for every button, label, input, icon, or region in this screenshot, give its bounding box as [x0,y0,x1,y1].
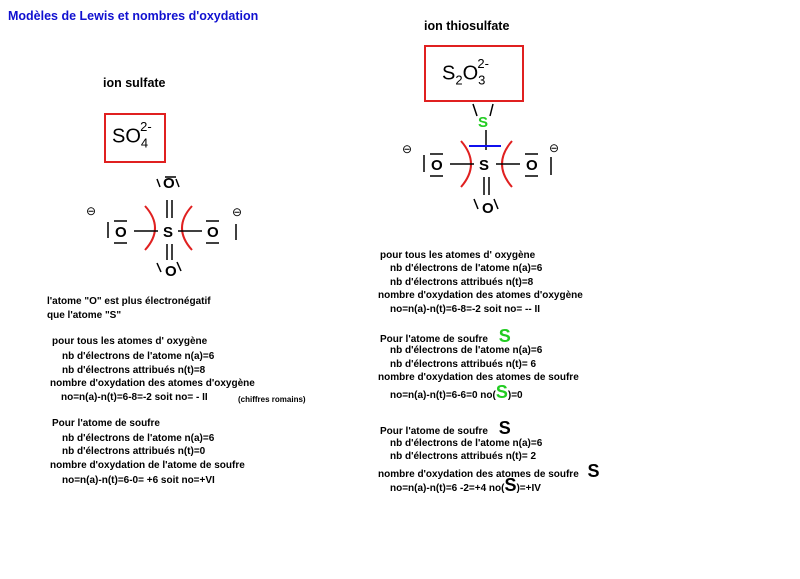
sulfate-note-line1: l'atome "O" est plus électronégatif [47,296,211,307]
thiosulfate-green-line4: nombre d'oxydation des atomes de soufre [378,372,579,383]
thiosulfate-oxygen-line5: no=n(a)-n(t)=6-8=-2 soit no= -- II [390,304,541,315]
thiosulfate-green-line5-b: )=0 [507,390,523,401]
thiosulfate-formula-s-sub: 2 [455,72,463,88]
thiosulfate-green-line1-text: Pour l'atome de soufre [380,334,488,345]
sulfate-arc-right [182,206,192,250]
thiosulfate-oxygen-line3: nb d'électrons attribués n(t)=8 [390,277,534,288]
thiosulfate-black-line5 [390,475,541,497]
sulfate-formula-main: SO [112,125,141,148]
thiosulfate-o-right: O [526,157,538,174]
thiosulfate-black-line1-text: Pour l'atome de soufre [380,426,488,437]
thiosulfate-formula-s: S [442,62,456,85]
thiosulfate-formula-o: O [462,62,479,85]
thiosulfate-oxygen-line2: nb d'électrons de l'atome n(a)=6 [390,263,543,274]
sulfate-sulfur-line1: Pour l'atome de soufre [52,418,160,429]
sulfate-o-bottom: O [165,263,177,280]
page-title: Modèles de Lewis et nombres d'oxydation [8,9,259,23]
sulfate-o-top: O [163,175,175,192]
thiosulfate-black-line5-a: no=n(a)-n(t)=6 -2=+4 no( [390,483,505,494]
sulfate-o-left: O [115,224,127,241]
thiosulfate-black-line3: nb d'électrons attribués n(t)= 2 [390,451,537,462]
sulfate-oxygen-note: (chiffres romains) [238,395,306,404]
thiosulfate-formula-charge: 2- [477,56,489,71]
sulfate-heading: ion sulfate [103,76,166,90]
sulfate-oxygen-line2: nb d'électrons de l'atome n(a)=6 [62,351,215,362]
thiosulfate-black-line4-text: nombre d'oxydation des atomes de soufre [378,469,579,480]
sulfate-minus-right: ⊖ [232,205,243,219]
sulfate-lewis-structure [86,175,242,280]
black-s-symbol-2: S [587,461,600,481]
sulfate-oxygen-line4: nombre d'oxydation des atomes d'oxygène [50,378,255,389]
sulfate-sulfur-line3: nb d'électrons attribués n(t)=0 [62,446,206,457]
thiosulfate-minus-left: ⊖ [402,142,413,156]
sulfate-formula-charge: 2- [140,119,152,134]
thiosulfate-formula-o-sub: 3 [478,72,486,88]
black-s-symbol: S [498,418,511,438]
sulfate-minus-left: ⊖ [86,204,97,218]
thiosulfate-oxygen-line4: nombre d'oxydation des atomes d'oxygène [378,290,583,301]
sulfate-arc-left [145,206,155,250]
thiosulfate-o-left: O [431,157,443,174]
sulfate-formula-sub: 4 [140,135,149,151]
thiosulfate-black-line2: nb d'électrons de l'atome n(a)=6 [390,438,543,449]
thiosulfate-oxygen-line1: pour tous les atomes d' oxygène [380,250,536,261]
green-s-symbol: S [498,326,511,346]
thiosulfate-green-line2: nb d'électrons de l'atome n(a)=6 [390,345,543,356]
thiosulfate-minus-right: ⊖ [549,141,560,155]
thiosulfate-green-s: S [478,114,489,131]
sulfate-note-line2: que l'atome "S" [47,310,122,321]
sulfate-oxygen-line5: no=n(a)-n(t)=6-8=-2 soit no= - II [61,392,208,403]
sulfate-oxygen-line3: nb d'électrons attribués n(t)=8 [62,365,206,376]
sulfate-oxygen-line1: pour tous les atomes d' oxygène [52,336,208,347]
thiosulfate-o-bottom: O [482,200,494,217]
green-s-symbol-inline: S [495,382,508,402]
sulfate-o-right: O [207,224,219,241]
thiosulfate-green-line3: nb d'électrons attribués n(t)= 6 [390,359,537,370]
thiosulfate-central-s: S [479,157,490,174]
sulfate-central-s: S [163,224,174,241]
thiosulfate-lewis-structure [402,104,559,217]
thiosulfate-green-line5-a: no=n(a)-n(t)=6-6=0 no( [390,390,496,401]
thiosulfate-heading: ion thiosulfate [424,19,510,33]
sulfate-sulfur-line2: nb d'électrons de l'atome n(a)=6 [62,433,215,444]
black-s-symbol-inline: S [504,475,517,495]
sulfate-sulfur-line4: nombre d'oxydation de l'atome de soufre [50,460,245,471]
thiosulfate-black-line5-b: )=+IV [516,483,541,494]
sulfate-sulfur-line5: no=n(a)-n(t)=6-0= +6 soit no=+VI [62,475,215,486]
thiosulfate-green-line5 [390,382,523,404]
